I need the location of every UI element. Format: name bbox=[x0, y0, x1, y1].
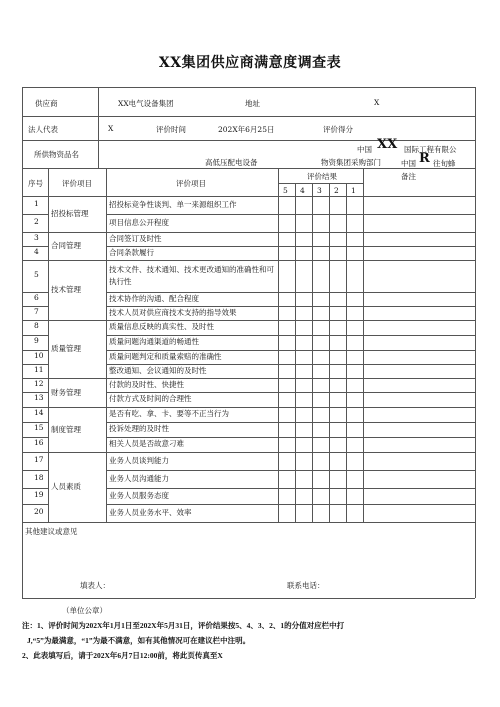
criteria-text: 投诉处理的及时性 bbox=[109, 424, 169, 433]
group-label: 财务管理 bbox=[51, 387, 81, 397]
note-1: 注：1、评价时间为202X年1月1日至202X年5月31日，评价结果按5、4、3、2、1的分值对应栏中打 bbox=[22, 621, 345, 630]
grid-line bbox=[278, 183, 363, 184]
grid-line bbox=[48, 260, 106, 261]
row-number: 7 bbox=[34, 307, 39, 316]
grid-line bbox=[22, 488, 48, 489]
grid-line bbox=[22, 522, 48, 523]
row-number: 12 bbox=[34, 379, 44, 388]
seal-label: （单位公章） bbox=[62, 606, 107, 615]
grid-line bbox=[48, 452, 106, 453]
goods-value: 高低压配电设备 bbox=[205, 158, 258, 167]
eval-time-label: 评价时间 bbox=[156, 125, 186, 134]
criteria-text: 业务人员业务水平、效率 bbox=[109, 508, 192, 517]
row-number: 14 bbox=[34, 408, 44, 417]
legal-rep-value: X bbox=[108, 124, 114, 133]
criteria-text: 质量问题判定和质量索赔的准确性 bbox=[109, 352, 222, 361]
criteria-text: 付款的及时性、快捷性 bbox=[109, 380, 184, 389]
phone-label: 联系电话： bbox=[287, 581, 325, 590]
result-header: 评价结果 bbox=[307, 172, 337, 181]
criteria-text: 招投标竞争性谈判、单一来源组织工作 bbox=[109, 200, 237, 209]
criteria-text: 质量问题沟通渠道的畅通性 bbox=[109, 337, 199, 346]
criteria-text: 质量信息反映的真实性、及时性 bbox=[109, 322, 214, 331]
grid-line bbox=[106, 452, 475, 453]
china-suffix: 往旬蜂 bbox=[433, 159, 456, 168]
grid-line bbox=[48, 522, 106, 523]
supplier-value: XX电气设备集团 bbox=[118, 99, 174, 108]
grid-line bbox=[106, 470, 475, 471]
row-number: 16 bbox=[34, 438, 44, 447]
grid-line bbox=[278, 168, 279, 522]
group-label: 制度管理 bbox=[51, 424, 81, 434]
grid-line bbox=[106, 214, 475, 215]
score-header-4: 4 bbox=[300, 186, 305, 195]
group-label: 人员素质 bbox=[51, 482, 81, 491]
page-title: XX集团供应商满意度调查表 bbox=[158, 55, 342, 71]
criteria-text: 整改通知、会议通知的及时性 bbox=[109, 366, 207, 375]
grid-line bbox=[295, 183, 296, 522]
table-top-border bbox=[22, 87, 475, 88]
grid-line bbox=[106, 488, 475, 489]
eval-time-value: 202X年6月25日 bbox=[218, 125, 275, 134]
grid-line bbox=[312, 183, 313, 522]
seq-header: 序号 bbox=[28, 179, 43, 188]
grid-line bbox=[22, 214, 48, 215]
row-number: 2 bbox=[34, 217, 39, 226]
criteria-text: 业务人员谈判能力 bbox=[109, 456, 169, 465]
grid-line bbox=[22, 116, 475, 117]
criteria-text: 业务人员沟通能力 bbox=[109, 474, 169, 483]
criteria-text: 项目信息公开程度 bbox=[109, 218, 169, 227]
row-number: 9 bbox=[34, 336, 39, 345]
criteria-text: 合同条款履行 bbox=[109, 248, 154, 257]
suggestions-label: 其他建议或意见 bbox=[25, 527, 78, 536]
grid-line bbox=[22, 260, 48, 261]
grid-line bbox=[22, 470, 48, 471]
row-number: 19 bbox=[34, 490, 44, 499]
company-big: XX bbox=[377, 137, 398, 152]
row-number: 4 bbox=[34, 247, 39, 256]
company-suffix: 国际工程有限公 bbox=[404, 145, 457, 154]
group-label: 合同管理 bbox=[51, 241, 81, 250]
criteria-text: 合同签订及时性 bbox=[109, 234, 162, 243]
criteria-text: 是否有吃、拿、卡、要等不正当行为 bbox=[109, 409, 229, 418]
score-header-2: 2 bbox=[334, 186, 339, 195]
group-header: 评价项目 bbox=[62, 179, 92, 188]
row-number: 13 bbox=[34, 393, 44, 402]
row-number: 11 bbox=[34, 365, 44, 374]
score-header-5: 5 bbox=[283, 186, 288, 195]
eval-score-label: 评价得分 bbox=[323, 125, 353, 134]
legal-rep-label: 法人代表 bbox=[28, 125, 58, 134]
goods-label: 所供物资品名 bbox=[34, 150, 79, 159]
grid-line bbox=[98, 87, 99, 168]
criteria-header: 评价项目 bbox=[176, 179, 206, 188]
supplier-label: 供应商 bbox=[35, 99, 58, 108]
grid-line bbox=[346, 183, 347, 522]
address-label: 地址 bbox=[245, 99, 260, 108]
china-prefix: 中国 bbox=[401, 159, 416, 168]
grid-line bbox=[22, 452, 48, 453]
criteria-text: 相关人员是否故意刁难 bbox=[109, 439, 184, 448]
grid-line bbox=[106, 168, 107, 522]
row-number: 6 bbox=[34, 293, 39, 302]
group-label: 招投标管理 bbox=[51, 209, 89, 218]
row-number: 5 bbox=[34, 270, 39, 279]
grid-line bbox=[48, 232, 106, 233]
grid-line bbox=[48, 407, 106, 408]
table-right-border bbox=[475, 87, 476, 598]
group-label: 质量管理 bbox=[51, 344, 81, 353]
china-big: R bbox=[419, 151, 430, 166]
grid-line bbox=[363, 168, 364, 522]
row-number: 20 bbox=[34, 507, 44, 516]
criteria-text: 业务人员服务态度 bbox=[109, 491, 169, 500]
grid-line bbox=[22, 504, 48, 505]
note-2: 2、此表填写后，请于202X年6月7日12:00前，将此页传真至X bbox=[22, 651, 223, 660]
criteria-text: 技术协作的沟通、配合程度 bbox=[109, 294, 199, 303]
filler-label: 填表人： bbox=[80, 581, 110, 590]
row-number: 8 bbox=[34, 321, 39, 330]
grid-line bbox=[106, 504, 475, 505]
address-value: X bbox=[374, 98, 380, 107]
table-bottom-border bbox=[22, 598, 475, 599]
remark-header: 备注 bbox=[401, 172, 416, 181]
company-prefix: 中国 bbox=[357, 145, 372, 154]
row-number: 1 bbox=[34, 199, 39, 208]
row-number: 10 bbox=[34, 351, 44, 360]
grid-line bbox=[48, 320, 106, 321]
grid-line bbox=[48, 168, 49, 522]
row-number: 18 bbox=[34, 473, 44, 482]
row-number: 17 bbox=[34, 455, 44, 464]
group-label: 技术管理 bbox=[51, 285, 81, 294]
row-number: 15 bbox=[34, 423, 44, 432]
grid-line bbox=[22, 140, 475, 141]
criteria-text: 技术人员对供应商技术支持的指导效果 bbox=[109, 308, 237, 317]
grid-line bbox=[22, 196, 475, 197]
grid-line bbox=[48, 378, 106, 379]
criteria-text: 付款方式及时间的合理性 bbox=[109, 394, 192, 403]
grid-line bbox=[329, 183, 330, 522]
score-header-3: 3 bbox=[317, 186, 322, 195]
purchasing-dept: 物资集团采购部门 bbox=[321, 158, 381, 167]
note-1-continued: J,“5”为最满意，“1”为最不满意，如有其他情况可在建议栏中注明。 bbox=[27, 636, 251, 645]
grid-line bbox=[106, 260, 475, 261]
grid-line bbox=[106, 522, 475, 523]
score-header-1: 1 bbox=[351, 186, 356, 195]
row-number: 3 bbox=[34, 233, 39, 242]
criteria-text: 技术文件、技术通知、技术更改通知的准确性和可执行性 bbox=[109, 265, 274, 286]
grid-line bbox=[106, 246, 475, 247]
